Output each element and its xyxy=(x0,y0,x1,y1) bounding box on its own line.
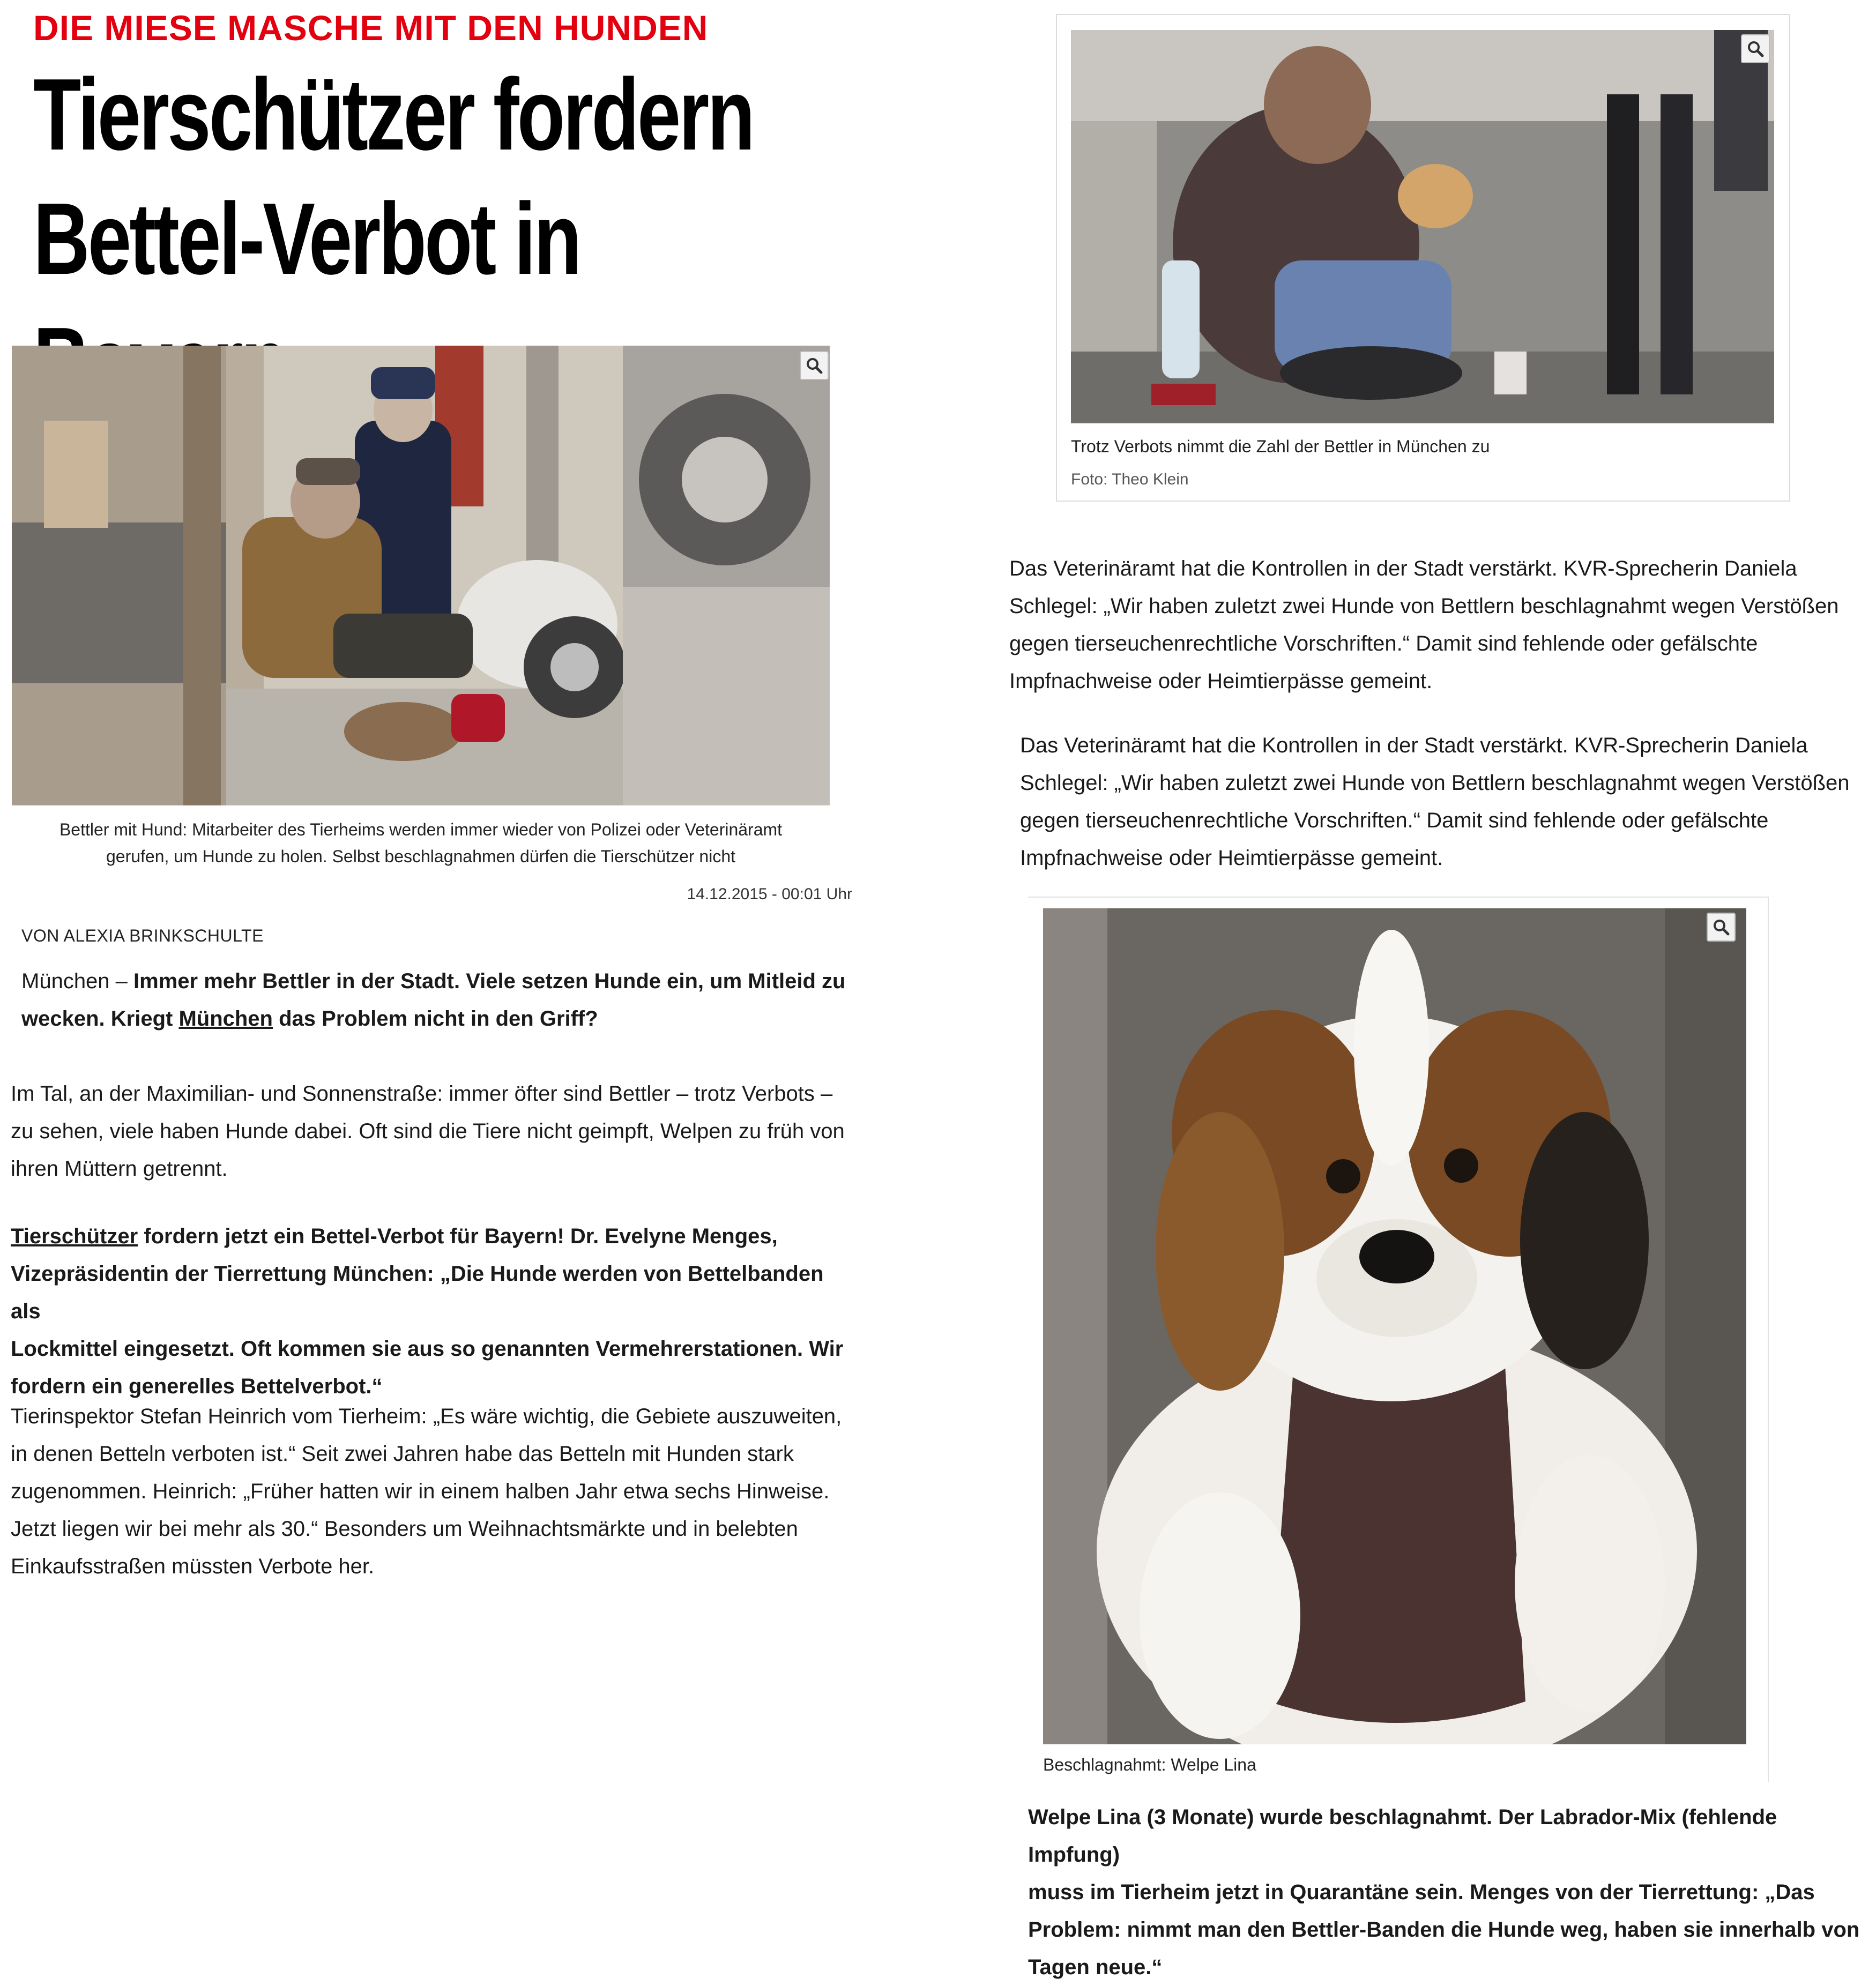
publish-date: 14.12.2015 - 00:01 Uhr xyxy=(687,885,852,903)
paragraph-4-line: Schlegel: „Wir haben zuletzt zwei Hunde von Bettlern beschlagnahmt wegen Verstößen xyxy=(1009,594,1839,618)
paragraph-4-line: Das Veterinäramt hat die Kontrollen in der Stadt verstärkt. KVR-Sprecherin Daniela xyxy=(1009,557,1797,580)
paragraph-2-line: Lockmittel eingesetzt. Oft kommen sie aus so genannten Vermehrerstationen. Wir xyxy=(11,1337,844,1361)
photo3-caption: Beschlagnahmt: Welpe Lina xyxy=(1043,1755,1256,1774)
paragraph-3-line: Jetzt liegen wir bei mehr als 30.“ Besonders um Weihnachtsmärkte und in belebten xyxy=(11,1517,798,1541)
paragraph-4-repeat-line: Impfnachweise oder Heimtierpässe gemeint. xyxy=(1020,846,1443,870)
lead-line-2 xyxy=(21,1000,858,1037)
lead-text-1: Immer mehr Bettler in der Stadt. Viele setzen Hunde ein, um Mitleid zu xyxy=(133,969,846,993)
photo1-caption xyxy=(11,816,831,870)
paragraph-1-line: Im Tal, an der Maximilian- und Sonnenstraße: immer öfter sind Bettler – trotz Verbots – xyxy=(11,1082,833,1106)
paragraph-4 xyxy=(1009,550,1867,700)
paragraph-5-line: Welpe Lina (3 Monate) wurde beschlagnahmt. Der Labrador-Mix (fehlende Impfung) xyxy=(1028,1805,1777,1866)
link-muenchen[interactable]: München xyxy=(178,1007,273,1031)
paragraph-3-line: in denen Betteln verboten ist.“ Seit zwei Jahren habe das Betteln mit Hunden stark xyxy=(11,1442,794,1466)
photo2-zoom-button[interactable] xyxy=(1741,34,1770,63)
paragraph-5 xyxy=(1028,1798,1864,1986)
paragraph-3-line: Tierinspektor Stefan Heinrich vom Tierheim: „Es wäre wichtig, die Gebiete auszuweiten, xyxy=(11,1405,842,1428)
paragraph-2 xyxy=(11,1218,858,1405)
paragraph-3-line: zugenommen. Heinrich: „Früher hatten wir in einem halben Jahr etwa sechs Hinweise. xyxy=(11,1480,830,1503)
paragraph-5-line: muss im Tierheim jetzt in Quarantäne sein. Menges von der Tierrettung: „Das xyxy=(1028,1880,1815,1904)
photo1-caption-line-1: Bettler mit Hund: Mitarbeiter des Tierheims werden immer wieder von Polizei oder Veterinäramt xyxy=(59,820,783,839)
photo2-figure xyxy=(1056,14,1790,502)
paragraph-4-line: gegen tierseuchenrechtliche Vorschriften.“ Damit sind fehlende oder gefälschte xyxy=(1009,632,1758,655)
headline-line-1: Tierschützer fordern xyxy=(33,58,754,171)
magnifier-icon xyxy=(806,357,823,374)
paragraph-2-line xyxy=(11,1218,858,1255)
photo1-caption-line-2: gerufen, um Hunde zu holen. Selbst beschlagnahmen dürfen die Tierschützer nicht xyxy=(106,847,736,866)
lead-city: München – xyxy=(21,969,134,993)
photo2-image[interactable] xyxy=(1071,30,1774,423)
photo2-caption: Trotz Verbots nimmt die Zahl der Bettler in München zu xyxy=(1071,437,1490,456)
lead-paragraph xyxy=(21,962,858,1037)
paragraph-3-line: Einkaufsstraßen müssten Verbote her. xyxy=(11,1555,375,1578)
magnifier-icon xyxy=(1747,40,1764,57)
photo1-image[interactable] xyxy=(12,346,830,805)
paragraph-5-line: Tagen neue.“ xyxy=(1028,1955,1163,1979)
lead-text-2b: das Problem nicht in den Griff? xyxy=(272,1007,598,1031)
paragraph-1-line: ihren Müttern getrennt. xyxy=(11,1157,228,1181)
paragraph-5-line: Problem: nimmt man den Bettler-Banden die Hunde weg, haben sie innerhalb von xyxy=(1028,1918,1860,1942)
paragraph-2-line: Vizepräsidentin der Tierrettung München: „Die Hunde werden von Bettelbanden als xyxy=(11,1262,824,1323)
photo1-zoom-button[interactable] xyxy=(800,351,829,380)
magnifier-icon xyxy=(1713,919,1730,936)
lead-line-1 xyxy=(21,962,858,1000)
paragraph-3 xyxy=(11,1398,858,1585)
paragraph-2-line: fordern ein generelles Bettelverbot.“ xyxy=(11,1375,383,1398)
photo3-zoom-button[interactable] xyxy=(1707,913,1736,942)
photo1-figure xyxy=(11,346,831,876)
paragraph-4-repeat-line: gegen tierseuchenrechtliche Vorschriften.“ Damit sind fehlende oder gefälschte xyxy=(1020,809,1769,832)
paragraph-4-line: Impfnachweise oder Heimtierpässe gemeint. xyxy=(1009,669,1433,693)
paragraph-1-line: zu sehen, viele haben Hunde dabei. Oft sind die Tiere nicht geimpft, Welpen zu früh von xyxy=(11,1119,845,1143)
paragraph-4-repeat xyxy=(1020,727,1867,877)
lead-text-2a: wecken. Kriegt xyxy=(21,1007,179,1031)
byline: VON ALEXIA BRINKSCHULTE xyxy=(21,926,264,945)
photo3-figure xyxy=(1028,897,1769,1782)
headline-line-2: Bettel-Verbot in xyxy=(33,182,580,296)
paragraph-2-text: fordern jetzt ein Bettel-Verbot für Bayern! Dr. Evelyne Menges, xyxy=(138,1225,778,1248)
photo3-image[interactable] xyxy=(1043,908,1746,1744)
link-tierschuetzer[interactable]: Tierschützer xyxy=(11,1225,138,1248)
paragraph-4-repeat-line: Schlegel: „Wir haben zuletzt zwei Hunde von Bettlern beschlagnahmt wegen Verstößen xyxy=(1020,771,1850,795)
photo2-credit: Foto: Theo Klein xyxy=(1071,471,1189,488)
kicker: DIE MIESE MASCHE MIT DEN HUNDEN xyxy=(33,8,709,48)
paragraph-4-repeat-line: Das Veterinäramt hat die Kontrollen in der Stadt verstärkt. KVR-Sprecherin Daniela xyxy=(1020,734,1808,757)
paragraph-1 xyxy=(11,1075,858,1188)
